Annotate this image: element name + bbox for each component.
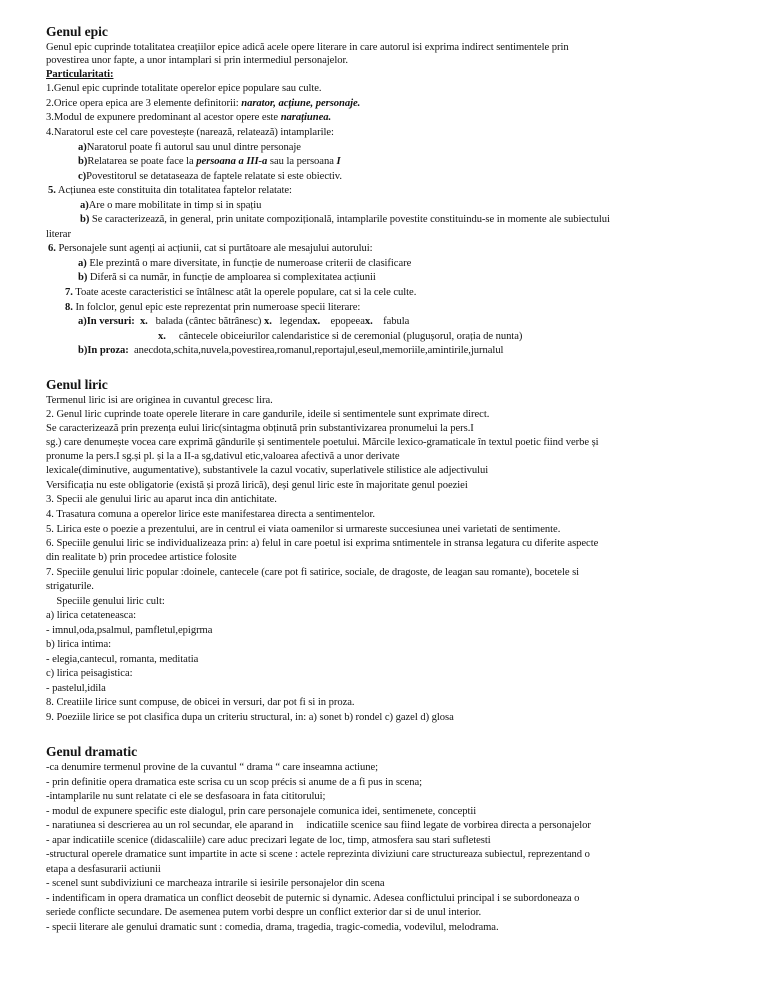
dramatic-line: etapa a desfasurarii actiunii — [46, 864, 161, 875]
epic-point-2: 2.Orice opera epica are 3 elemente definitorii: narator, acțiune, personaje. — [46, 98, 361, 109]
epic-point-5b-continued: literar — [46, 229, 71, 240]
liric-line: - imnul,oda,psalmul, pamfletul,epigrma — [46, 625, 213, 636]
epic-intro-line: povestirea unor fapte, a unor intamplari si prin intermediul personajelor. — [46, 55, 348, 66]
epic-point-4b: b)Relatarea se poate face la persoana a III-a sau la persoana I — [78, 156, 341, 167]
dramatic-line: - indentificam in opera dramatica un conflict deosebit de puternic si dynamic. Adesea conflictului principal i se subordoneaza o — [46, 893, 580, 904]
liric-line: 9. Poeziile lirice se pot clasifica dupa un criteriu structural, in: a) sonet b) rondel c) gazel d) glosa — [46, 712, 454, 723]
dramatic-line: seriede conflicte secundare. De asemenea putem vorbi despre un conflict exterior dar si de unul interior. — [46, 907, 482, 918]
epic-point-5a: a)Are o mare mobilitate in timp si in spațiu — [80, 200, 262, 211]
dramatic-line: - scenel sunt subdiviziuni ce marcheaza intrarile si iesirile personajelor din scena — [46, 878, 385, 889]
liric-line: pronume la pers.I sg.și pl. și la a II-a sg,dativul etic,valoarea afectivă a unor derivate — [46, 451, 400, 462]
liric-line: 7. Speciile genului liric popular :doinele, cantecele (care pot fi satirice, sociale, de dragoste, de leagan sau romante), bocetele si — [46, 567, 580, 578]
epic-point-5: 5. Acțiunea este constituita din totalitatea faptelor relatate: — [48, 185, 292, 196]
liric-line: Speciile genului liric cult: — [46, 596, 165, 607]
liric-line: 3. Specii ale genului liric au aparut inca din antichitate. — [46, 494, 277, 505]
epic-point-6: 6. Personajele sunt agenți ai acțiunii, cat si purtătoare ale mesajului autorului: — [48, 243, 373, 254]
epic-title: Genul epic — [46, 24, 108, 39]
liric-line: Se caracterizează prin prezența eului liric(sintagma obținută prin substantivizarea pronumelui la pers.I — [46, 423, 474, 434]
dramatic-line: - naratiunea si descrierea au un rol secundar, ele aparand in indicatiile scenice sau fiind legate de vorbirea directa a personajelor — [46, 820, 591, 831]
liric-line: din realitate b) prin procedee artistice folosite — [46, 552, 237, 563]
liric-line: - pastelul,idila — [46, 683, 106, 694]
liric-line: sg.) care denumește vocea care exprimă gândurile și sentimentele poetului. Mărcile lexico-gramaticale în textul poetic fiind verbe și — [46, 437, 599, 448]
epic-point-5b: b) Se caracterizează, in general, prin unitate compozițională, intamplarile povestite constituindu-se in momente ale subiectului — [80, 214, 610, 225]
liric-line: c) lirica peisagistica: — [46, 668, 133, 679]
verse-species-line: a)In versuri: x. balada (cântec bătrânesc) x. legendax. epopeeax. fabula — [78, 316, 410, 327]
liric-title: Genul liric — [46, 377, 108, 392]
dramatic-line: - apar indicatiile scenice (didascaliile) care aduc precizari legate de loc, timp, atmosfera sau stari sufletesti — [46, 835, 491, 846]
liric-line: a) lirica cetateneasca: — [46, 610, 137, 621]
epic-point-6b: b) Diferă si ca număr, in funcție de amploarea si complexitatea acțiunii — [78, 272, 376, 283]
epic-intro-line: Genul epic cuprinde totalitatea creațiilor epice adică acele opere literare in care autorul isi exprima indirect sentimentele prin — [46, 42, 569, 53]
liric-line: Versificația nu este obligatorie (există și proză lirică), deși genul liric este în majoritate genul poeziei — [46, 480, 468, 491]
dramatic-line: -ca denumire termenul provine de la cuvantul “ drama “ care inseamna actiune; — [46, 762, 379, 773]
prose-species-line: b)In proza: anecdota,schita,nuvela,povestirea,romanul,reportajul,eseul,memoriile,amintirile,jurnalul — [78, 345, 504, 356]
dramatic-line: - prin definitie opera dramatica este scrisa cu un scop précis si anume de a fi pus in scena; — [46, 777, 422, 788]
epic-point-4: 4.Naratorul este cel care povestește (narează, relatează) intamplarile: — [46, 127, 334, 138]
liric-line: 5. Lirica este o poezie a prezentului, are in centrul ei viata oamenilor si urmareste succesiunea unei varietati de sentimente. — [46, 524, 561, 535]
liric-line: strigaturile. — [46, 581, 94, 592]
epic-point-8: 8. In folclor, genul epic este reprezentat prin numeroase specii literare: — [65, 302, 361, 313]
liric-line: 2. Genul liric cuprinde toate operele literare in care gandurile, ideile si sentimentele sunt exprimate direct. — [46, 409, 490, 420]
liric-line: - elegia,cantecul, romanta, meditatia — [46, 654, 199, 665]
dramatic-line: -structural operele dramatice sunt impartite in acte si scene : actele reprezinta diviziuni care structureaza subiectul, reprezentand o — [46, 849, 590, 860]
liric-line: b) lirica intima: — [46, 639, 112, 650]
epic-point-4a: a)Naratorul poate fi autorul sau unul dintre personaje — [78, 142, 301, 153]
dramatic-line: -intamplarile nu sunt relatate ci ele se desfasoara in fata cititorului; — [46, 791, 326, 802]
epic-point-4c: c)Povestitorul se detataseaza de faptele relatate si este obiectiv. — [78, 171, 342, 182]
epic-point-1: 1.Genul epic cuprinde totalitate operelor epice populare sau culte. — [46, 83, 322, 94]
liric-line: lexicale(diminutive, augumentative), substantivele la cazul vocativ, superlativele stilistice ale adjectivului — [46, 465, 489, 476]
dramatic-line: - specii literare ale genului dramatic sunt : comedia, drama, tragedia, tragic-comedia, vodevilul, melodrama. — [46, 922, 499, 933]
liric-line: Termenul liric isi are originea in cuvantul grecesc lira. — [46, 395, 273, 406]
epic-point-3: 3.Modul de expunere predominant al acestor opere este narațiunea. — [46, 112, 332, 123]
verse-species-line-2: x. cântecele obiceiurilor calendaristice si de ceremonial (plugușorul, orația de nunta) — [158, 331, 523, 342]
dramatic-line: - modul de expunere specific este dialogul, prin care personajele comunica idei, sentimenete, conceptii — [46, 806, 477, 817]
liric-line: 8. Creatiile lirice sunt compuse, de obicei in versuri, dar pot fi si in proza. — [46, 697, 355, 708]
epic-point-7: 7. Toate aceste caracteristici se întâlnesc atât la operele populare, cat si la cele culte. — [65, 287, 417, 298]
particularities-heading: Particularitati: — [46, 69, 114, 80]
liric-line: 4. Trasatura comuna a operelor lirice este manifestarea directa a sentimentelor. — [46, 509, 375, 520]
epic-point-6a: a) Ele prezintă o mare diversitate, in funcție de numeroase criterii de clasificare — [78, 258, 412, 269]
liric-line: 6. Speciile genului liric se individualizeaza prin: a) felul in care poetul isi exprima sntimentele in stransa legatura cu diferite aspecte — [46, 538, 599, 549]
dramatic-title: Genul dramatic — [46, 744, 138, 759]
